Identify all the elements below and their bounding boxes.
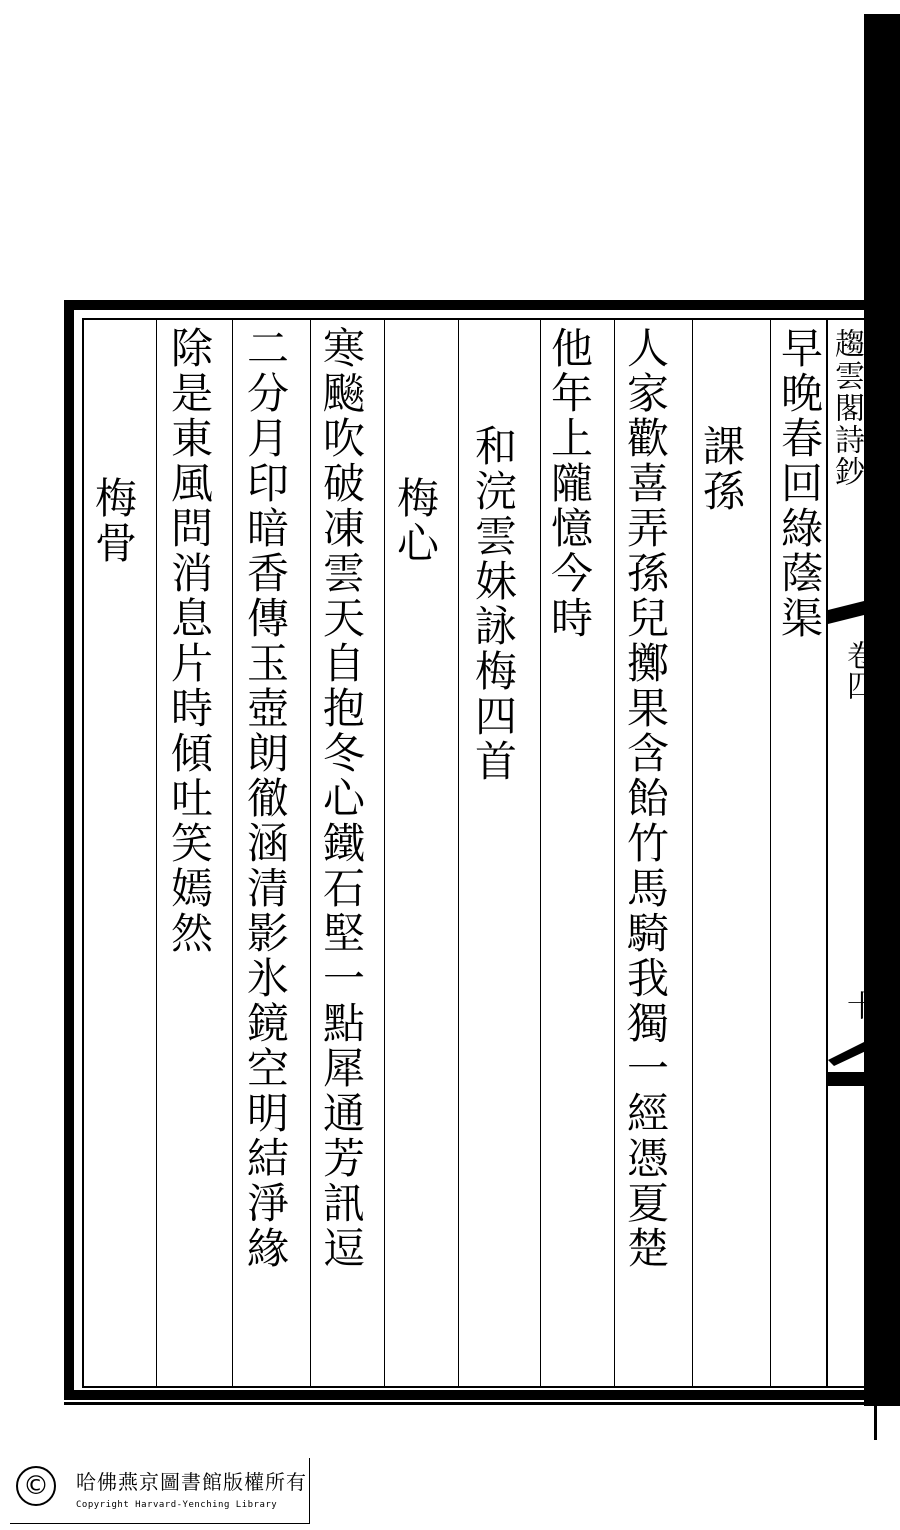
text-column-9: 除是東風問消息片時傾吐笑嫣然 (165, 326, 214, 956)
spine-foot (874, 1380, 877, 1440)
column-rule (458, 320, 459, 1388)
copyright-chinese: 哈佛燕京圖書館版權所有 (76, 1470, 307, 1494)
column-rule (692, 320, 693, 1388)
column-rule (770, 320, 771, 1388)
column-rule (232, 320, 233, 1388)
fishtail-mark-upper (828, 600, 868, 640)
text-column-4: 他年上隴憶今時 (545, 326, 594, 641)
heading-poem-title: 和浣雲妹詠梅四首 (469, 424, 518, 784)
banxin-volume: 卷四 (841, 640, 876, 700)
banxin-title: 趨雲閣詩鈔 (829, 328, 864, 488)
copyright-icon: © (16, 1466, 56, 1506)
heading-kesun: 課孫 (697, 424, 746, 514)
column-rule (614, 320, 615, 1388)
text-column-3: 人家歡喜弄孫兒擲果含飴竹馬騎我獨一經憑夏楚 (621, 326, 670, 1271)
column-rule (310, 320, 311, 1388)
text-column-7: 寒飈吹破凍雲天自抱冬心鐵石堅一點犀通芳訊逗 (317, 326, 366, 1271)
frame-bottom-line (64, 1402, 866, 1405)
heading-meigu: 梅骨 (89, 476, 138, 566)
book-spine (864, 14, 900, 1406)
banxin-page-number: 十 (841, 990, 876, 1020)
column-rule (384, 320, 385, 1388)
fishtail-mark-lower (828, 1030, 868, 1090)
copyright-english: Copyright Harvard-Yenching Library (76, 1500, 278, 1510)
column-rule (156, 320, 157, 1388)
text-column-1: 早晚春回綠蔭渠 (775, 326, 824, 641)
spine-edge (858, 14, 862, 314)
heading-meixin: 梅心 (391, 476, 440, 566)
column-rule (540, 320, 541, 1388)
text-column-8: 二分月印暗香傳玉壺朗徹涵清影氷鏡空明結淨緣 (241, 326, 290, 1271)
